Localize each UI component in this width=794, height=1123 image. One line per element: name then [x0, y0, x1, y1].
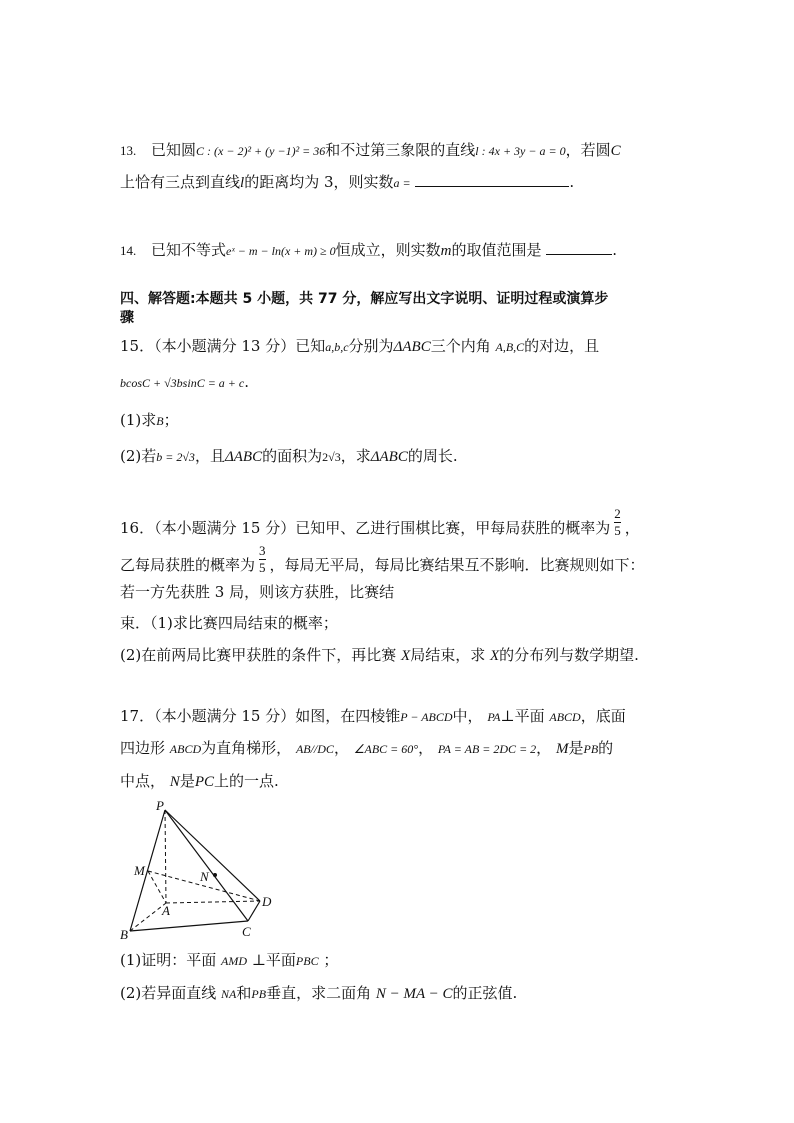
q17-text: 和 [236, 984, 252, 1002]
q16-fraction-jia [614, 506, 621, 539]
q15-equation: bcosC + √3bsinC = a + c [120, 376, 245, 390]
q16-line3: 若一方先获胜 3 局，则该方获胜，比赛结 [120, 583, 395, 601]
segment-MA [148, 871, 166, 903]
q17-var: PC [194, 774, 214, 790]
q16-line4: 束．（1)求比赛四局结束的概率； [120, 614, 338, 632]
q15-part1-label: (1)求 [120, 411, 157, 429]
q15-var: 2√3 [322, 450, 341, 464]
q17-text: 是 [568, 739, 584, 757]
q16-var: X [401, 648, 411, 664]
q13-text: ，若圆 [565, 141, 611, 159]
q13-text: 上恰有三点到直线 [120, 173, 241, 191]
q17-text: ⊥平面 [500, 707, 545, 725]
q17-text: 上的一点. [214, 772, 279, 790]
q13-period: . [569, 173, 575, 191]
q15-var: ΔABC [224, 449, 263, 465]
q17-var: NA [221, 987, 237, 1001]
q13-text: 和不过第三象限的直线 [325, 141, 476, 159]
q16-text: (2)在前两局比赛甲获胜的条件下，再比赛 [120, 646, 397, 664]
q13-number: 13. [120, 143, 137, 158]
q17-var: AMD [221, 954, 248, 968]
q13-line1 [120, 140, 621, 161]
q16-var: X [490, 648, 500, 664]
q17-text: ， [333, 739, 349, 757]
q17-line1 [120, 706, 626, 727]
edge-PA [165, 810, 166, 903]
q13-answer-blank[interactable] [415, 172, 569, 187]
q16-text: 的分布列与数学期望. [499, 646, 639, 664]
q17-line3 [120, 771, 279, 792]
q17-text: 四边形 [120, 739, 166, 757]
point-N [213, 873, 217, 877]
q15-text: ，求 [340, 447, 371, 465]
q15-text: 三个内角 [430, 337, 491, 355]
label-C: C [242, 924, 251, 939]
q15-text: ； [163, 411, 179, 429]
q15-var: ΔABC [393, 339, 431, 355]
q16-line2 [120, 542, 645, 576]
q17-part1-label: (1)证明：平面 [120, 951, 217, 969]
q15-line1 [120, 336, 599, 357]
q15-text: 的对边，且 [524, 337, 600, 355]
edge-AB [130, 903, 166, 931]
q17-line2 [120, 738, 613, 759]
q15-text: ，且 [194, 447, 225, 465]
q16-fraction-yi [259, 543, 266, 576]
q17-var: N − MA − C [375, 986, 453, 1002]
section-header: 四、解答题:本题共 5 小题，共 77 分，解应写出文字说明、证明过程或演算步 [120, 291, 609, 307]
q17-text: ； [323, 951, 339, 969]
q17-var: ABCD [169, 742, 202, 756]
label-P: P [156, 798, 164, 813]
q17-var: N [169, 774, 180, 790]
q14-inequality: eˣ − m − ln(x + m) ≥ 0 [226, 244, 336, 258]
q17-part1 [120, 950, 338, 971]
q13-text: 的距离均为 3，则实数 [244, 173, 394, 191]
q17-text: 垂直，求二面角 [266, 984, 372, 1002]
q13-var: a = [393, 176, 411, 190]
q14-period: . [612, 241, 618, 259]
q16-text: ，每局无平局，每局比赛结果互不影响．比赛规则如下： [269, 556, 645, 574]
fraction-denominator: 5 [259, 559, 266, 575]
q15-text: 的面积为 [262, 447, 323, 465]
edge-AD [166, 901, 260, 903]
edge-BC [130, 921, 248, 931]
q13-var: C [610, 143, 621, 159]
section-header-cont: 骤 [120, 310, 134, 326]
q14-text: 已知不等式 [151, 241, 227, 259]
q17-text: 中， [452, 707, 483, 725]
edge-PD [165, 810, 260, 901]
q15-equation-line [120, 372, 249, 393]
q15-part2-label: (2)若 [120, 447, 157, 465]
q15-var: ΔABC [370, 449, 408, 465]
q13-line2 [120, 172, 574, 193]
q15-part2 [120, 446, 458, 467]
q13-line-equation: l : 4x + 3y − a = 0 [475, 144, 566, 158]
q14-line [120, 240, 617, 261]
q14-number: 14. [120, 243, 137, 258]
q17-part2-label: (2)若异面直线 [120, 984, 217, 1002]
q17-var: PB [583, 742, 599, 756]
q16-text: 乙每局获胜的概率为 [120, 556, 256, 574]
q15-text: 分别为 [348, 337, 394, 355]
q16-heading: 16．（本小题满分 15 分）已知甲、乙进行围棋比赛，甲每局获胜的概率为 [120, 519, 611, 537]
q17-part2 [120, 983, 517, 1004]
q15-part1 [120, 410, 179, 431]
edge-CD [248, 901, 260, 921]
label-A: A [162, 903, 170, 918]
q17-var: PA [487, 710, 501, 724]
q17-text: 的正弦值. [452, 984, 518, 1002]
fraction-numerator: 3 [259, 542, 266, 558]
q16-text: ， [624, 519, 640, 537]
q13-var: l [240, 175, 245, 191]
q14-text: 恒成立，则实数 [335, 241, 441, 259]
q14-answer-blank[interactable] [546, 240, 612, 255]
q17-text: 的 [598, 739, 614, 757]
label-M: M [134, 863, 145, 878]
q15-var: b = 2√3 [156, 450, 195, 464]
q15-period: . [244, 373, 249, 391]
fraction-denominator: 5 [614, 522, 621, 538]
q17-var: AB//DC [295, 742, 334, 756]
q14-text: 的取值范围是 [451, 241, 542, 259]
q15-heading: 15．（本小题满分 13 分）已知 [120, 337, 326, 355]
q13-text: 已知圆 [151, 141, 197, 159]
pyramid-figure [110, 795, 290, 945]
q17-heading: 17．（本小题满分 15 分）如图，在四棱锥 [120, 707, 401, 725]
q15-text: 的周长. [407, 447, 458, 465]
q16-text: 局结束，求 [410, 646, 486, 664]
q17-var: PA = AB = 2DC = 2 [437, 742, 537, 756]
q17-text: 为直角梯形， [201, 739, 292, 757]
q17-var: PBC [295, 954, 319, 968]
q17-var: PB [251, 987, 267, 1001]
label-N: N [200, 869, 209, 884]
q14-var: m [440, 243, 452, 259]
fraction-numerator: 2 [614, 505, 621, 521]
q17-text: 中点， [120, 772, 166, 790]
q17-var: ∠ABC = 60° [353, 742, 419, 756]
q15-var: a,b,c [325, 340, 349, 354]
q15-var: B [156, 414, 164, 428]
q16-part2 [120, 645, 639, 666]
q15-var: A,B,C [495, 340, 525, 354]
edge-PC [165, 810, 248, 921]
q17-text: ， [536, 739, 552, 757]
label-D: D [262, 894, 272, 909]
q17-text: ， [418, 739, 434, 757]
q17-var: M [555, 741, 569, 757]
q17-text: ，底面 [580, 707, 626, 725]
q17-text: ⊥平面 [251, 951, 296, 969]
q13-circle-equation: C : (x − 2)² + (y −1)² = 36 [196, 144, 326, 158]
q16-line1 [120, 505, 640, 539]
q17-text: 是 [179, 772, 195, 790]
q17-var: P − ABCD [400, 710, 453, 724]
q17-var: ABCD [549, 710, 581, 724]
label-B: B [120, 927, 128, 942]
